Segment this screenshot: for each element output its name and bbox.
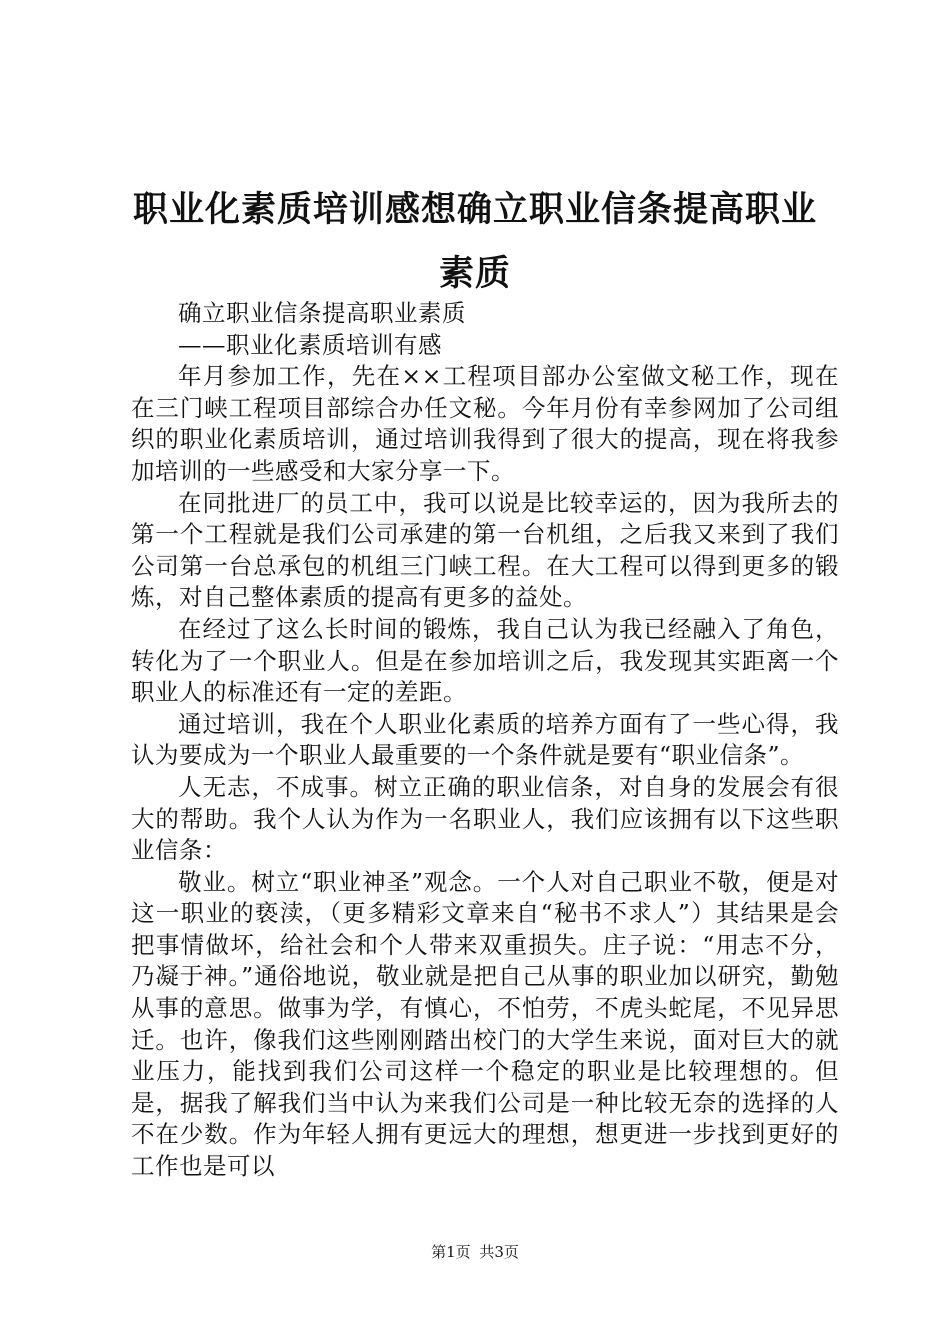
paragraph: 在经过了这么长时间的锻炼，我自己认为我已经融入了角色，转化为了一个职业人。但是在参加培训之后，我发现其实距离一个职业人的标准还有一定的差距。 (131, 614, 839, 707)
paragraph: 通过培训，我在个人职业化素质的培养方面有了一些心得，我认为要成为一个职业人最重要的一个条件就是要有“职业信条”。 (131, 709, 839, 770)
paragraph: 敬业。树立“职业神圣”观念。一个人对自己职业不敬，便是对这一职业的亵渎，（更多精彩文章来自“秘书不求人”）其结果是会把事情做坏，给社会和个人带来双重损失。庄子说：“用志不分，乃凝于神。”通俗地说，敬业就是把自己从事的职业加以研究，勤勉从事的意思。做事为学，有慎心，不怕劳，不虎头蛇尾，不见异思迁。也许，像我们这些刚刚踏出校门的大学生来说，面对巨大的就业压力，能找到我们公司这样一个稳定的职业是比较理想的。但是，据我了解我们当中认为来我们公司是一种比较无奈的选择的人不在少数。作为年轻人拥有更远大的理想，想更进一步找到更好的工作也是可以 (131, 867, 839, 1181)
paragraph: 在同批进厂的员工中，我可以说是比较幸运的，因为我所去的第一个工程就是我们公司承建的第一台机组，之后我又来到了我们公司第一台总承包的机组三门峡工程。在大工程可以得到更多的锻炼，对自己整体素质的提高有更多的益处。 (131, 488, 839, 612)
document-body (131, 298, 839, 1183)
document-title: 职业化素质培训感想确立职业信条提高职业素质 (132, 190, 817, 294)
page-total: 共3页 (479, 1243, 519, 1261)
page-footer (0, 1242, 950, 1262)
paragraph: 年月参加工作，先在××工程项目部办公室做文秘工作，现在在三门峡工程项目部综合办任文秘。今年月份有幸参网加了公司组织的职业化素质培训，通过培训我得到了很大的提高，现在将我参加培训的一些感受和大家分享一下。 (131, 362, 839, 485)
paragraph: 确立职业信条提高职业素质 (178, 299, 466, 327)
paragraph: 人无志，不成事。树立正确的职业信条，对自身的发展会有很大的帮助。我个人认为作为一名职业人，我们应该拥有以下这些职业信条： (131, 772, 839, 865)
page-number: 第1页 (431, 1243, 471, 1261)
paragraph: ——职业化素质培训有感 (178, 330, 442, 359)
